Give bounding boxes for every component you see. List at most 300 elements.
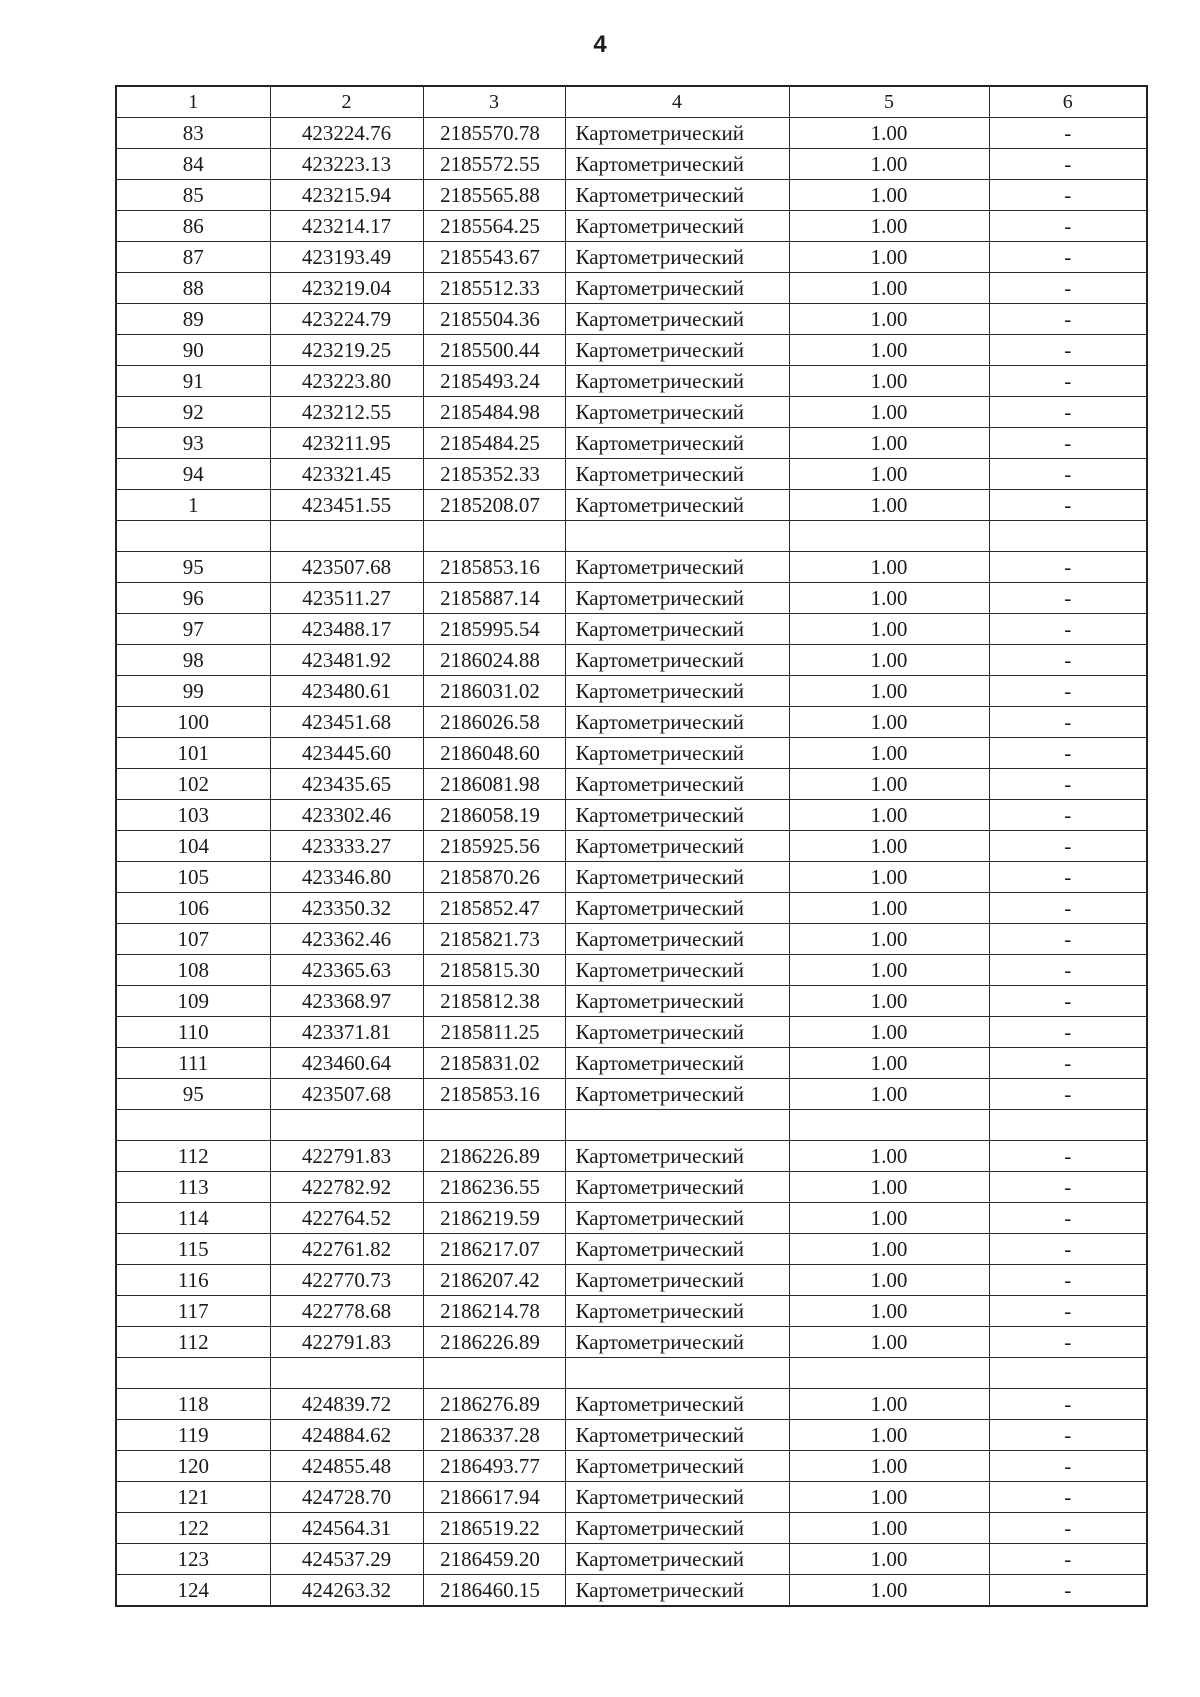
point-number-cell: 107 [116,924,270,955]
accuracy-cell: 1.00 [789,1048,989,1079]
table-row [116,1389,1147,1420]
y-coordinate-cell: 2186617.94 [423,1482,565,1513]
table-row [116,583,1147,614]
accuracy-cell: 1.00 [789,149,989,180]
table-body [116,86,1147,1606]
x-coordinate-cell: 423481.92 [270,645,423,676]
y-coordinate-cell: 2185815.30 [423,955,565,986]
method-cell: Картометрический [565,180,789,211]
table-row [116,242,1147,273]
note-cell: - [989,1234,1147,1265]
point-number-cell: 93 [116,428,270,459]
method-cell: Картометрический [565,1048,789,1079]
note-cell [989,1110,1147,1141]
point-number-cell: 111 [116,1048,270,1079]
table-row [116,1327,1147,1358]
column-header: 1 [116,86,270,118]
table-row [116,707,1147,738]
note-cell: - [989,769,1147,800]
table-row [116,335,1147,366]
x-coordinate-cell: 423371.81 [270,1017,423,1048]
point-number-cell: 103 [116,800,270,831]
method-cell [565,1358,789,1389]
point-number-cell: 112 [116,1327,270,1358]
note-cell: - [989,1513,1147,1544]
y-coordinate-cell: 2185564.25 [423,211,565,242]
y-coordinate-cell: 2185208.07 [423,490,565,521]
note-cell: - [989,366,1147,397]
method-cell: Картометрический [565,490,789,521]
point-number-cell: 106 [116,893,270,924]
accuracy-cell: 1.00 [789,1327,989,1358]
table-row [116,614,1147,645]
y-coordinate-cell: 2185821.73 [423,924,565,955]
table-row [116,1482,1147,1513]
y-coordinate-cell: 2186459.20 [423,1544,565,1575]
note-cell: - [989,211,1147,242]
method-cell: Картометрический [565,986,789,1017]
method-cell: Картометрический [565,1327,789,1358]
method-cell: Картометрический [565,707,789,738]
y-coordinate-cell: 2185484.25 [423,428,565,459]
point-number-cell: 86 [116,211,270,242]
y-coordinate-cell: 2186048.60 [423,738,565,769]
point-number-cell [116,1358,270,1389]
note-cell: - [989,459,1147,490]
y-coordinate-cell: 2185887.14 [423,583,565,614]
note-cell: - [989,1141,1147,1172]
table-row [116,552,1147,583]
point-number-cell: 100 [116,707,270,738]
x-coordinate-cell: 423460.64 [270,1048,423,1079]
method-cell: Картометрический [565,1451,789,1482]
method-cell: Картометрический [565,1079,789,1110]
y-coordinate-cell: 2186217.07 [423,1234,565,1265]
x-coordinate-cell: 423333.27 [270,831,423,862]
note-cell: - [989,676,1147,707]
method-cell: Картометрический [565,459,789,490]
point-number-cell: 118 [116,1389,270,1420]
table-row [116,428,1147,459]
method-cell: Картометрический [565,769,789,800]
accuracy-cell [789,521,989,552]
method-cell: Картометрический [565,924,789,955]
x-coordinate-cell: 422764.52 [270,1203,423,1234]
method-cell: Картометрический [565,1513,789,1544]
note-cell: - [989,1017,1147,1048]
point-number-cell: 95 [116,552,270,583]
x-coordinate-cell: 423223.80 [270,366,423,397]
method-cell: Картометрический [565,893,789,924]
point-number-cell: 1 [116,490,270,521]
note-cell: - [989,1482,1147,1513]
point-number-cell: 110 [116,1017,270,1048]
y-coordinate-cell [423,1358,565,1389]
table-row [116,800,1147,831]
x-coordinate-cell: 423435.65 [270,769,423,800]
accuracy-cell: 1.00 [789,1451,989,1482]
note-cell: - [989,1265,1147,1296]
x-coordinate-cell: 423445.60 [270,738,423,769]
accuracy-cell: 1.00 [789,1389,989,1420]
note-cell: - [989,304,1147,335]
x-coordinate-cell: 423321.45 [270,459,423,490]
point-number-cell: 99 [116,676,270,707]
x-coordinate-cell: 424263.32 [270,1575,423,1607]
method-cell: Картометрический [565,397,789,428]
method-cell [565,1110,789,1141]
x-coordinate-cell: 422782.92 [270,1172,423,1203]
point-number-cell: 122 [116,1513,270,1544]
accuracy-cell: 1.00 [789,1141,989,1172]
table-row [116,1079,1147,1110]
x-coordinate-cell: 423212.55 [270,397,423,428]
note-cell: - [989,1389,1147,1420]
accuracy-cell: 1.00 [789,180,989,211]
y-coordinate-cell: 2186236.55 [423,1172,565,1203]
y-coordinate-cell: 2185493.24 [423,366,565,397]
method-cell: Картометрический [565,614,789,645]
note-cell: - [989,1575,1147,1607]
method-cell: Картометрический [565,552,789,583]
method-cell: Картометрический [565,1482,789,1513]
method-cell: Картометрический [565,149,789,180]
accuracy-cell: 1.00 [789,552,989,583]
accuracy-cell: 1.00 [789,1172,989,1203]
y-coordinate-cell [423,521,565,552]
point-number-cell: 85 [116,180,270,211]
column-header: 6 [989,86,1147,118]
y-coordinate-cell: 2185925.56 [423,831,565,862]
accuracy-cell: 1.00 [789,366,989,397]
table-row [116,1203,1147,1234]
note-cell: - [989,831,1147,862]
y-coordinate-cell: 2186276.89 [423,1389,565,1420]
x-coordinate-cell: 423219.25 [270,335,423,366]
note-cell: - [989,583,1147,614]
point-number-cell: 124 [116,1575,270,1607]
note-cell: - [989,1203,1147,1234]
accuracy-cell: 1.00 [789,614,989,645]
y-coordinate-cell: 2186460.15 [423,1575,565,1607]
table-row [116,1172,1147,1203]
point-number-cell: 109 [116,986,270,1017]
accuracy-cell: 1.00 [789,645,989,676]
x-coordinate-cell [270,1110,423,1141]
x-coordinate-cell: 423362.46 [270,924,423,955]
note-cell: - [989,893,1147,924]
method-cell: Картометрический [565,1141,789,1172]
accuracy-cell: 1.00 [789,242,989,273]
point-number-cell: 114 [116,1203,270,1234]
accuracy-cell: 1.00 [789,676,989,707]
table-row [116,769,1147,800]
note-cell: - [989,397,1147,428]
method-cell: Картометрический [565,1575,789,1607]
accuracy-cell: 1.00 [789,1234,989,1265]
note-cell: - [989,645,1147,676]
y-coordinate-cell: 2186226.89 [423,1327,565,1358]
table-row [116,1544,1147,1575]
accuracy-cell: 1.00 [789,273,989,304]
y-coordinate-cell: 2185352.33 [423,459,565,490]
y-coordinate-cell: 2186519.22 [423,1513,565,1544]
coordinates-table [115,85,1148,1607]
point-number-cell: 87 [116,242,270,273]
y-coordinate-cell: 2185500.44 [423,335,565,366]
method-cell: Картометрический [565,335,789,366]
accuracy-cell: 1.00 [789,893,989,924]
method-cell: Картометрический [565,1544,789,1575]
x-coordinate-cell: 423346.80 [270,862,423,893]
method-cell: Картометрический [565,738,789,769]
point-number-cell: 95 [116,1079,270,1110]
point-number-cell: 121 [116,1482,270,1513]
note-cell: - [989,738,1147,769]
accuracy-cell: 1.00 [789,707,989,738]
y-coordinate-cell: 2186219.59 [423,1203,565,1234]
point-number-cell: 108 [116,955,270,986]
table-row [116,1575,1147,1607]
note-cell: - [989,1544,1147,1575]
accuracy-cell: 1.00 [789,738,989,769]
y-coordinate-cell: 2185565.88 [423,180,565,211]
x-coordinate-cell: 423368.97 [270,986,423,1017]
note-cell: - [989,1296,1147,1327]
accuracy-cell: 1.00 [789,428,989,459]
table-row [116,180,1147,211]
y-coordinate-cell: 2185995.54 [423,614,565,645]
accuracy-cell: 1.00 [789,1017,989,1048]
y-coordinate-cell: 2186226.89 [423,1141,565,1172]
note-cell: - [989,862,1147,893]
table-row [116,1513,1147,1544]
y-coordinate-cell: 2185512.33 [423,273,565,304]
note-cell: - [989,924,1147,955]
x-coordinate-cell: 423365.63 [270,955,423,986]
table-row [116,676,1147,707]
separator-row [116,1358,1147,1389]
table-row [116,924,1147,955]
accuracy-cell: 1.00 [789,583,989,614]
y-coordinate-cell: 2185484.98 [423,397,565,428]
table-row [116,955,1147,986]
x-coordinate-cell: 423350.32 [270,893,423,924]
x-coordinate-cell: 424537.29 [270,1544,423,1575]
separator-row [116,1110,1147,1141]
x-coordinate-cell: 423211.95 [270,428,423,459]
table-row [116,1420,1147,1451]
y-coordinate-cell: 2186024.88 [423,645,565,676]
x-coordinate-cell: 422761.82 [270,1234,423,1265]
method-cell: Картометрический [565,583,789,614]
method-cell: Картометрический [565,366,789,397]
column-header: 4 [565,86,789,118]
table-row [116,862,1147,893]
point-number-cell: 91 [116,366,270,397]
y-coordinate-cell: 2186081.98 [423,769,565,800]
note-cell: - [989,180,1147,211]
method-cell: Картометрический [565,304,789,335]
accuracy-cell: 1.00 [789,1079,989,1110]
note-cell: - [989,490,1147,521]
column-header: 2 [270,86,423,118]
point-number-cell: 119 [116,1420,270,1451]
point-number-cell: 112 [116,1141,270,1172]
method-cell: Картометрический [565,1265,789,1296]
point-number-cell [116,521,270,552]
method-cell: Картометрический [565,211,789,242]
accuracy-cell: 1.00 [789,924,989,955]
x-coordinate-cell: 424728.70 [270,1482,423,1513]
note-cell: - [989,335,1147,366]
separator-row [116,521,1147,552]
note-cell: - [989,1172,1147,1203]
accuracy-cell: 1.00 [789,955,989,986]
table-row [116,1017,1147,1048]
accuracy-cell [789,1358,989,1389]
y-coordinate-cell [423,1110,565,1141]
y-coordinate-cell: 2186031.02 [423,676,565,707]
table-row [116,149,1147,180]
table-row [116,366,1147,397]
x-coordinate-cell: 424564.31 [270,1513,423,1544]
y-coordinate-cell: 2185570.78 [423,118,565,149]
y-coordinate-cell: 2185811.25 [423,1017,565,1048]
table-row [116,738,1147,769]
x-coordinate-cell [270,521,423,552]
note-cell: - [989,986,1147,1017]
y-coordinate-cell: 2185831.02 [423,1048,565,1079]
table-row [116,397,1147,428]
x-coordinate-cell: 422791.83 [270,1141,423,1172]
method-cell: Картометрический [565,1203,789,1234]
x-coordinate-cell: 423480.61 [270,676,423,707]
table-row [116,459,1147,490]
x-coordinate-cell [270,1358,423,1389]
point-number-cell: 94 [116,459,270,490]
accuracy-cell: 1.00 [789,1265,989,1296]
accuracy-cell: 1.00 [789,490,989,521]
method-cell: Картометрический [565,862,789,893]
x-coordinate-cell: 423215.94 [270,180,423,211]
accuracy-cell: 1.00 [789,335,989,366]
accuracy-cell: 1.00 [789,800,989,831]
point-number-cell: 104 [116,831,270,862]
point-number-cell: 113 [116,1172,270,1203]
table-row [116,304,1147,335]
point-number-cell: 84 [116,149,270,180]
note-cell: - [989,1048,1147,1079]
table-header-row [116,86,1147,118]
method-cell: Картометрический [565,1420,789,1451]
method-cell: Картометрический [565,1017,789,1048]
column-header: 3 [423,86,565,118]
point-number-cell: 90 [116,335,270,366]
method-cell: Картометрический [565,1296,789,1327]
y-coordinate-cell: 2186337.28 [423,1420,565,1451]
note-cell: - [989,614,1147,645]
method-cell: Картометрический [565,1234,789,1265]
y-coordinate-cell: 2185870.26 [423,862,565,893]
method-cell: Картометрический [565,242,789,273]
x-coordinate-cell: 424884.62 [270,1420,423,1451]
table-row [116,118,1147,149]
table-row [116,1296,1147,1327]
note-cell: - [989,242,1147,273]
table-row [116,831,1147,862]
x-coordinate-cell: 423224.76 [270,118,423,149]
accuracy-cell [789,1110,989,1141]
method-cell: Картометрический [565,428,789,459]
note-cell: - [989,273,1147,304]
note-cell [989,521,1147,552]
table-row [116,1265,1147,1296]
x-coordinate-cell: 423451.68 [270,707,423,738]
y-coordinate-cell: 2185504.36 [423,304,565,335]
accuracy-cell: 1.00 [789,397,989,428]
y-coordinate-cell: 2185572.55 [423,149,565,180]
point-number-cell [116,1110,270,1141]
accuracy-cell: 1.00 [789,1575,989,1607]
table-row [116,211,1147,242]
x-coordinate-cell: 423488.17 [270,614,423,645]
accuracy-cell: 1.00 [789,1513,989,1544]
method-cell [565,521,789,552]
point-number-cell: 101 [116,738,270,769]
column-header: 5 [789,86,989,118]
accuracy-cell: 1.00 [789,769,989,800]
point-number-cell: 98 [116,645,270,676]
x-coordinate-cell: 423223.13 [270,149,423,180]
point-number-cell: 116 [116,1265,270,1296]
accuracy-cell: 1.00 [789,118,989,149]
y-coordinate-cell: 2185852.47 [423,893,565,924]
accuracy-cell: 1.00 [789,1203,989,1234]
accuracy-cell: 1.00 [789,831,989,862]
page-number: 4 [593,31,607,58]
y-coordinate-cell: 2186207.42 [423,1265,565,1296]
accuracy-cell: 1.00 [789,1544,989,1575]
x-coordinate-cell: 423219.04 [270,273,423,304]
point-number-cell: 105 [116,862,270,893]
y-coordinate-cell: 2185853.16 [423,1079,565,1110]
y-coordinate-cell: 2185853.16 [423,552,565,583]
x-coordinate-cell: 424839.72 [270,1389,423,1420]
note-cell: - [989,1327,1147,1358]
accuracy-cell: 1.00 [789,1296,989,1327]
method-cell: Картометрический [565,118,789,149]
table-row [116,893,1147,924]
y-coordinate-cell: 2186214.78 [423,1296,565,1327]
note-cell: - [989,1420,1147,1451]
point-number-cell: 123 [116,1544,270,1575]
note-cell: - [989,1451,1147,1482]
method-cell: Картометрический [565,800,789,831]
y-coordinate-cell: 2186058.19 [423,800,565,831]
point-number-cell: 83 [116,118,270,149]
x-coordinate-cell: 423193.49 [270,242,423,273]
x-coordinate-cell: 423507.68 [270,1079,423,1110]
x-coordinate-cell: 422778.68 [270,1296,423,1327]
point-number-cell: 120 [116,1451,270,1482]
point-number-cell: 115 [116,1234,270,1265]
x-coordinate-cell: 423214.17 [270,211,423,242]
point-number-cell: 97 [116,614,270,645]
point-number-cell: 89 [116,304,270,335]
x-coordinate-cell: 423511.27 [270,583,423,614]
method-cell: Картометрический [565,955,789,986]
